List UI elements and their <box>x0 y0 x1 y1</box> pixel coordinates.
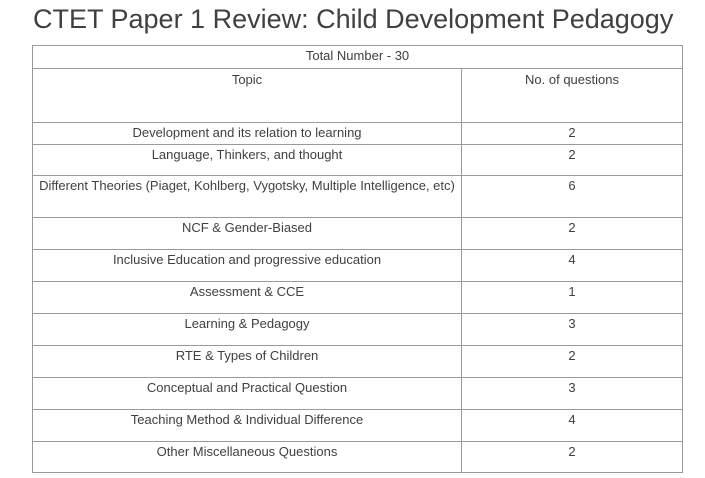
count-cell: 2 <box>462 123 683 145</box>
topic-cell: Language, Thinkers, and thought <box>33 145 462 176</box>
count-cell: 2 <box>462 442 683 473</box>
table-row <box>33 218 683 250</box>
count-cell: 4 <box>462 250 683 282</box>
table-row <box>33 250 683 282</box>
topic-cell: Teaching Method & Individual Difference <box>33 410 462 442</box>
table-row <box>33 442 683 473</box>
count-cell: 2 <box>462 218 683 250</box>
topic-cell: Inclusive Education and progressive education <box>33 250 462 282</box>
table-row <box>33 145 683 176</box>
table-row <box>33 123 683 145</box>
topic-cell: Different Theories (Piaget, Kohlberg, Vygotsky, Multiple Intelligence, etc) <box>33 176 462 218</box>
topic-cell: Development and its relation to learning <box>33 123 462 145</box>
table-row <box>33 410 683 442</box>
count-cell: 3 <box>462 378 683 410</box>
topic-cell: Conceptual and Practical Question <box>33 378 462 410</box>
count-header: No. of questions <box>462 69 683 123</box>
count-cell: 3 <box>462 314 683 346</box>
count-cell: 1 <box>462 282 683 314</box>
table-row <box>33 282 683 314</box>
topic-cell: NCF & Gender-Biased <box>33 218 462 250</box>
total-row <box>33 46 683 69</box>
topic-cell: Learning & Pedagogy <box>33 314 462 346</box>
table-row <box>33 378 683 410</box>
total-number-label: Total Number - 30 <box>33 46 683 69</box>
topic-header: Topic <box>33 69 462 123</box>
topic-cell: Assessment & CCE <box>33 282 462 314</box>
count-cell: 2 <box>462 145 683 176</box>
table-row <box>33 314 683 346</box>
count-cell: 4 <box>462 410 683 442</box>
count-cell: 6 <box>462 176 683 218</box>
questions-table <box>32 45 683 473</box>
table-row <box>33 346 683 378</box>
page-title: CTET Paper 1 Review: Child Development Pedagogy <box>33 4 674 34</box>
header-row <box>33 69 683 123</box>
topic-cell: Other Miscellaneous Questions <box>33 442 462 473</box>
count-cell: 2 <box>462 346 683 378</box>
table-row <box>33 176 683 218</box>
topic-cell: RTE & Types of Children <box>33 346 462 378</box>
